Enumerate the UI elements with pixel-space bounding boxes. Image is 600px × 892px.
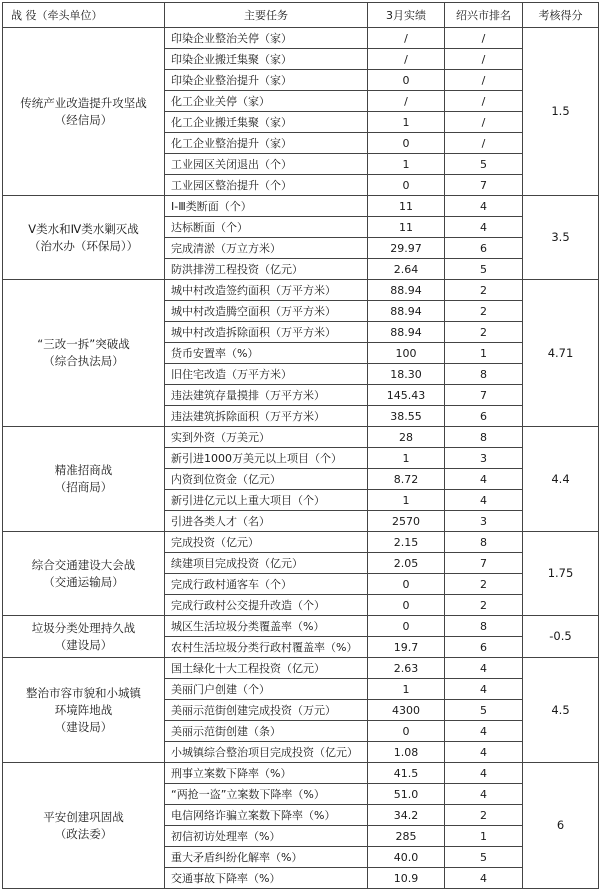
rank-cell: /: [445, 28, 523, 49]
rank-cell: 5: [445, 700, 523, 721]
result-cell: 0: [368, 616, 445, 637]
task-cell: 化工企业整治提升（家）: [165, 133, 368, 154]
result-cell: 1.08: [368, 742, 445, 763]
result-cell: 38.55: [368, 406, 445, 427]
campaign-name-line: （交通运输局）: [43, 574, 124, 589]
table-row: [3, 763, 599, 784]
rank-cell: 6: [445, 238, 523, 259]
task-cell: 城中村改造签约面积（万平方米）: [165, 280, 368, 301]
rank-cell: 2: [445, 805, 523, 826]
task-cell: 国土绿化十大工程投资（亿元）: [165, 658, 368, 679]
rank-cell: 4: [445, 217, 523, 238]
task-cell: 违法建筑拆除面积（万平方米）: [165, 406, 368, 427]
rank-cell: 4: [445, 868, 523, 889]
rank-cell: 8: [445, 616, 523, 637]
task-cell: 农村生活垃圾分类行政村覆盖率（%）: [165, 637, 368, 658]
rank-cell: 1: [445, 343, 523, 364]
task-cell: 旧住宅改造（万平方米）: [165, 364, 368, 385]
campaign-cell: [3, 763, 165, 889]
task-cell: 重大矛盾纠纷化解率（%）: [165, 847, 368, 868]
rank-cell: 4: [445, 742, 523, 763]
task-cell: Ⅰ-Ⅲ类断面（个）: [165, 196, 368, 217]
campaign-name-line: （综合执法局）: [43, 354, 124, 368]
rank-cell: 8: [445, 427, 523, 448]
score-cell: 6: [523, 763, 599, 889]
task-cell: 完成行政村通客车（个）: [165, 574, 368, 595]
campaign-name-line: （治水办（环保局））: [28, 238, 139, 253]
rank-cell: 4: [445, 763, 523, 784]
campaign-name-line: 垃圾分类处理持久战: [31, 620, 136, 635]
task-cell: 城中村改造腾空面积（万平方米）: [165, 301, 368, 322]
rank-cell: 3: [445, 448, 523, 469]
header-score: 考核得分: [523, 3, 599, 28]
task-cell: 新引进亿元以上重大项目（个）: [165, 490, 368, 511]
rank-cell: 4: [445, 721, 523, 742]
rank-cell: 2: [445, 322, 523, 343]
task-cell: 续建项目完成投资（亿元）: [165, 553, 368, 574]
rank-cell: 5: [445, 847, 523, 868]
campaign-name-line: Ⅴ类水和Ⅳ类水剿灭战: [28, 221, 139, 236]
campaign-cell: [3, 196, 165, 280]
rank-cell: 4: [445, 490, 523, 511]
rank-cell: 7: [445, 175, 523, 196]
task-cell: “两抢一盗”立案数下降率（%）: [165, 784, 368, 805]
result-cell: /: [368, 91, 445, 112]
rank-cell: 8: [445, 364, 523, 385]
header-result: 3月实绩: [368, 3, 445, 28]
campaign-name-line: 精准招商战: [54, 463, 113, 477]
campaign-name-line: 综合交通建设大会战: [31, 557, 136, 572]
table-row: [3, 658, 599, 679]
rank-cell: /: [445, 70, 523, 91]
result-cell: 88.94: [368, 280, 445, 301]
result-cell: 8.72: [368, 469, 445, 490]
result-cell: 29.97: [368, 238, 445, 259]
task-cell: 美丽示范街创建（条）: [165, 721, 368, 742]
result-cell: 0: [368, 721, 445, 742]
rank-cell: 5: [445, 259, 523, 280]
result-cell: 2.05: [368, 553, 445, 574]
rank-cell: 2: [445, 280, 523, 301]
header-row: [3, 3, 599, 28]
campaign-name-line: （招商局）: [54, 480, 113, 494]
rank-cell: 2: [445, 595, 523, 616]
task-cell: 引进各类人才（名）: [165, 511, 368, 532]
task-cell: 美丽门户创建（个）: [165, 679, 368, 700]
campaign-name-line: （建设局）: [54, 719, 113, 734]
task-cell: 美丽示范街创建完成投资（万元）: [165, 700, 368, 721]
campaign-cell: [3, 427, 165, 532]
result-cell: 1: [368, 679, 445, 700]
task-cell: 实到外资（万美元）: [165, 427, 368, 448]
task-cell: 工业园区整治提升（个）: [165, 175, 368, 196]
result-cell: /: [368, 28, 445, 49]
rank-cell: 4: [445, 784, 523, 805]
result-cell: 19.7: [368, 637, 445, 658]
result-cell: 2.63: [368, 658, 445, 679]
rank-cell: 2: [445, 301, 523, 322]
task-cell: 工业园区关闭退出（个）: [165, 154, 368, 175]
rank-cell: 2: [445, 574, 523, 595]
rank-cell: 5: [445, 154, 523, 175]
campaign-name-line: 环境阵地战: [54, 702, 113, 717]
task-cell: 违法建筑存量摸排（万平方米）: [165, 385, 368, 406]
campaign-name-line: 整治市容市貌和小城镇: [26, 685, 141, 700]
rank-cell: /: [445, 133, 523, 154]
result-cell: 41.5: [368, 763, 445, 784]
campaign-cell: [3, 532, 165, 616]
table-body: [3, 28, 599, 889]
result-cell: 0: [368, 133, 445, 154]
table-row: [3, 532, 599, 553]
task-cell: 达标断面（个）: [165, 217, 368, 238]
rank-cell: 6: [445, 637, 523, 658]
result-cell: 11: [368, 217, 445, 238]
rank-cell: 6: [445, 406, 523, 427]
result-cell: 88.94: [368, 301, 445, 322]
result-cell: 1: [368, 154, 445, 175]
task-cell: 初信初访处理率（%）: [165, 826, 368, 847]
task-cell: 化工企业关停（家）: [165, 91, 368, 112]
table-row: [3, 616, 599, 637]
task-cell: 印染企业搬迁集聚（家）: [165, 49, 368, 70]
task-cell: 货币安置率（%）: [165, 343, 368, 364]
table-row: [3, 28, 599, 49]
table-row: [3, 196, 599, 217]
task-cell: 小城镇综合整治项目完成投资（亿元）: [165, 742, 368, 763]
rank-cell: 4: [445, 469, 523, 490]
rank-cell: 1: [445, 826, 523, 847]
score-cell: 1.75: [523, 532, 599, 616]
task-cell: 新引进1000万美元以上项目（个）: [165, 448, 368, 469]
result-cell: 34.2: [368, 805, 445, 826]
rank-cell: /: [445, 91, 523, 112]
campaign-cell: [3, 280, 165, 427]
header-rank: 绍兴市排名: [445, 3, 523, 28]
result-cell: 1: [368, 448, 445, 469]
result-cell: 40.0: [368, 847, 445, 868]
task-cell: 印染企业整治提升（家）: [165, 70, 368, 91]
rank-cell: /: [445, 112, 523, 133]
result-cell: /: [368, 49, 445, 70]
result-cell: 0: [368, 70, 445, 91]
result-cell: 10.9: [368, 868, 445, 889]
task-cell: 电信网络诈骗立案数下降率（%）: [165, 805, 368, 826]
score-cell: 4.71: [523, 280, 599, 427]
score-cell: -0.5: [523, 616, 599, 658]
campaign-cell: [3, 28, 165, 196]
campaign-name-line: 传统产业改造提升攻坚战: [20, 95, 147, 110]
campaign-name-line: “三改一拆”突破战: [37, 337, 130, 351]
task-cell: 完成清淤（万立方米）: [165, 238, 368, 259]
result-cell: 0: [368, 175, 445, 196]
header-task: 主要任务: [165, 3, 368, 28]
rank-cell: 3: [445, 511, 523, 532]
task-cell: 完成行政村公交提升改造（个）: [165, 595, 368, 616]
task-cell: 刑事立案数下降率（%）: [165, 763, 368, 784]
result-cell: 145.43: [368, 385, 445, 406]
result-cell: 4300: [368, 700, 445, 721]
task-cell: 内资到位资金（亿元）: [165, 469, 368, 490]
campaign-name-line: （政法委）: [54, 826, 113, 841]
rank-cell: 8: [445, 532, 523, 553]
task-cell: 交通事故下降率（%）: [165, 868, 368, 889]
header-campaign: 战 役（牵头单位）: [3, 3, 165, 28]
result-cell: 51.0: [368, 784, 445, 805]
result-cell: 18.30: [368, 364, 445, 385]
task-cell: 防洪排涝工程投资（亿元）: [165, 259, 368, 280]
result-cell: 88.94: [368, 322, 445, 343]
task-cell: 印染企业整治关停（家）: [165, 28, 368, 49]
table-row: [3, 427, 599, 448]
rank-cell: 4: [445, 196, 523, 217]
rank-cell: 4: [445, 679, 523, 700]
campaign-name-line: （建设局）: [54, 637, 113, 652]
result-cell: 2570: [368, 511, 445, 532]
campaign-cell: [3, 616, 165, 658]
result-cell: 100: [368, 343, 445, 364]
result-cell: 0: [368, 595, 445, 616]
result-cell: 11: [368, 196, 445, 217]
score-cell: 4.4: [523, 427, 599, 532]
rank-cell: 7: [445, 553, 523, 574]
assessment-table: [2, 2, 599, 889]
rank-cell: /: [445, 49, 523, 70]
task-cell: 城区生活垃圾分类覆盖率（%）: [165, 616, 368, 637]
task-cell: 化工企业搬迁集聚（家）: [165, 112, 368, 133]
result-cell: 2.64: [368, 259, 445, 280]
result-cell: 1: [368, 112, 445, 133]
campaign-name-line: 平安创建巩固战: [43, 809, 124, 824]
rank-cell: 7: [445, 385, 523, 406]
table-row: [3, 280, 599, 301]
result-cell: 2.15: [368, 532, 445, 553]
campaign-name-line: （经信局）: [54, 112, 113, 127]
result-cell: 28: [368, 427, 445, 448]
result-cell: 1: [368, 490, 445, 511]
score-cell: 1.5: [523, 28, 599, 196]
campaign-cell: [3, 658, 165, 763]
task-cell: 城中村改造拆除面积（万平方米）: [165, 322, 368, 343]
rank-cell: 4: [445, 658, 523, 679]
score-cell: 3.5: [523, 196, 599, 280]
result-cell: 285: [368, 826, 445, 847]
result-cell: 0: [368, 574, 445, 595]
score-cell: 4.5: [523, 658, 599, 763]
task-cell: 完成投资（亿元）: [165, 532, 368, 553]
